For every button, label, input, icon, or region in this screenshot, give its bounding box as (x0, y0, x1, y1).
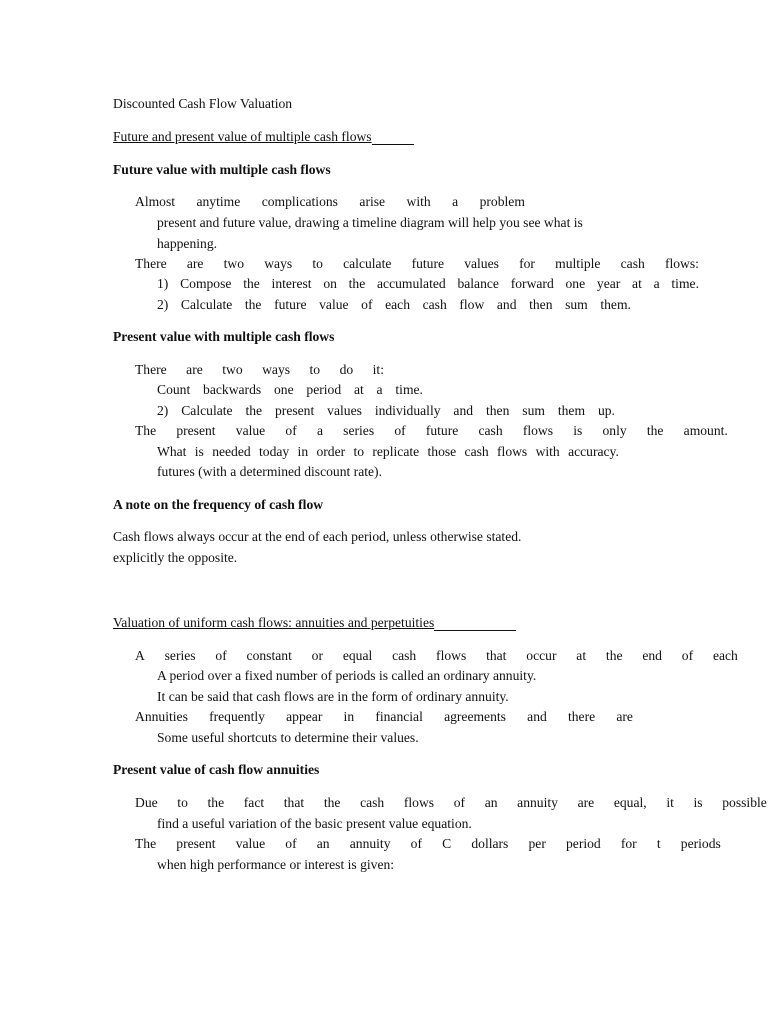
word: and (496, 297, 517, 312)
word: flows (497, 444, 528, 459)
word: are (616, 709, 633, 724)
subheading-present-value: Present value with multiple cash flows (113, 329, 335, 344)
fv-intro-line-2: present and future value, drawing a timeline diagram will help you see what is (157, 215, 583, 230)
word: Due (135, 795, 158, 810)
word: value (319, 297, 349, 312)
pv-annuity-line-4: when high performance or interest is given: (157, 857, 395, 872)
word: frequently (209, 709, 265, 724)
word: a (452, 194, 459, 209)
word: ways (264, 256, 293, 271)
word: amount. (683, 423, 728, 438)
word: to (309, 362, 321, 377)
word: calculate (343, 256, 392, 271)
word: for (519, 256, 535, 271)
word: needed (212, 444, 251, 459)
fv-intro-line-3: happening. (157, 236, 218, 251)
note-line-1: Cash flows always occur at the end of each period, unless otherwise stated. (113, 529, 522, 544)
word: The (135, 423, 157, 438)
word: future (274, 297, 307, 312)
word: them (557, 403, 586, 418)
word: flow (459, 297, 485, 312)
word: to (177, 795, 188, 810)
word: period (306, 382, 342, 397)
word: to (353, 444, 365, 459)
heading-underline-rule (372, 144, 414, 145)
word: the (646, 423, 664, 438)
word: cash (422, 297, 447, 312)
word: of (410, 836, 422, 851)
annuity-line-3: It can be said that cash flows are in the form of ordinary annuity. (157, 689, 509, 704)
word: period (565, 836, 601, 851)
word: is (573, 423, 583, 438)
word: 1) (157, 276, 169, 291)
word: are (186, 362, 203, 377)
word: is (693, 795, 703, 810)
section-heading-multiple-cash-flows (113, 130, 768, 144)
word: of (453, 795, 466, 810)
word: today (259, 444, 290, 459)
word: of (394, 423, 406, 438)
word: each (385, 297, 410, 312)
word: Annuities (135, 709, 188, 724)
word: There (135, 362, 167, 377)
word: A (135, 648, 145, 663)
word: for (620, 836, 637, 851)
word: future (425, 423, 459, 438)
section-heading-text: Future and present value of multiple cash flows (113, 129, 372, 144)
word: year (596, 276, 621, 291)
word: the (245, 403, 263, 418)
word: cash (464, 444, 489, 459)
section-heading-text: Valuation of uniform cash flows: annuities and perpetuities (113, 615, 435, 630)
word: a (316, 423, 323, 438)
word: the (243, 276, 260, 291)
pv-definition-line-2 (157, 445, 619, 459)
word: do (339, 362, 354, 377)
word: in (297, 444, 309, 459)
word: are (186, 256, 204, 271)
word: present (176, 423, 216, 438)
word: balance (457, 276, 499, 291)
word: per (528, 836, 546, 851)
word: forward (510, 276, 554, 291)
annuity-line-4 (135, 710, 633, 724)
word: at (576, 648, 587, 663)
word: it: (372, 362, 384, 377)
word: time. (671, 276, 699, 291)
word: that (486, 648, 507, 663)
word: occur (526, 648, 557, 663)
word: C (442, 836, 452, 851)
word: are (577, 795, 595, 810)
subheading-pv-annuities: Present value of cash flow annuities (113, 762, 320, 777)
word: then (529, 297, 553, 312)
word: equal (342, 648, 373, 663)
word: at (353, 382, 364, 397)
subheading-frequency-note: A note on the frequency of cash flow (113, 497, 324, 512)
word: with (406, 194, 431, 209)
word: the (605, 648, 623, 663)
word: the (323, 795, 341, 810)
document-title: Discounted Cash Flow Valuation (113, 96, 293, 111)
word: cash (620, 256, 645, 271)
pv-definition-line-1 (135, 424, 728, 438)
word: and (527, 709, 547, 724)
word: and (453, 403, 474, 418)
word: equal, (613, 795, 647, 810)
word: the (207, 795, 225, 810)
word: present (275, 403, 315, 418)
word: appear (286, 709, 323, 724)
word: on (323, 276, 337, 291)
word: The (135, 836, 157, 851)
word: fact (243, 795, 265, 810)
fv-way-2 (157, 298, 631, 312)
word: it (666, 795, 674, 810)
word: flows (522, 423, 554, 438)
word: to (312, 256, 323, 271)
word: accuracy. (568, 444, 619, 459)
word: annuity (517, 795, 558, 810)
word: multiple (555, 256, 601, 271)
word: of (361, 297, 373, 312)
word: flows: (664, 256, 699, 271)
word: each (712, 648, 738, 663)
pv-annuity-line-2: find a useful variation of the basic present value equation. (157, 816, 472, 831)
word: an (316, 836, 330, 851)
word: problem (479, 194, 525, 209)
word: of (285, 836, 297, 851)
word: agreements (444, 709, 506, 724)
pv-annuity-line-1 (135, 796, 767, 810)
word: periods (680, 836, 721, 851)
word: two (223, 256, 245, 271)
word: backwards (203, 382, 262, 397)
word: two (222, 362, 243, 377)
pv-ways-line (135, 363, 384, 377)
word: cash (478, 423, 503, 438)
word: only (602, 423, 627, 438)
word: value (235, 423, 266, 438)
word: 2) (157, 297, 169, 312)
pv-definition-line-3: futures (with a determined discount rate). (157, 464, 382, 479)
subheading-future-value: Future value with multiple cash flows (113, 162, 331, 177)
word: flows (436, 648, 467, 663)
word: Calculate (181, 403, 233, 418)
word: present (176, 836, 216, 851)
word: values (327, 403, 362, 418)
word: one (565, 276, 586, 291)
word: of (681, 648, 694, 663)
word: t (656, 836, 661, 851)
word: ways (262, 362, 291, 377)
word: time. (395, 382, 423, 397)
pv-way-2 (157, 404, 615, 418)
word: series (164, 648, 196, 663)
word: constant (246, 648, 292, 663)
word: a (653, 276, 660, 291)
word: series (343, 423, 375, 438)
word: interest (271, 276, 312, 291)
fv-intro-line-1 (135, 195, 525, 209)
word: order (316, 444, 346, 459)
word: annuity (349, 836, 391, 851)
word: Count (157, 382, 191, 397)
word: the (244, 297, 262, 312)
word: accumulated (377, 276, 446, 291)
word: one (273, 382, 294, 397)
word: of (285, 423, 297, 438)
word: in (343, 709, 355, 724)
word: is (194, 444, 204, 459)
word: those (427, 444, 457, 459)
annuity-line-5: Some useful shortcuts to determine their values. (157, 730, 419, 745)
word: sum (565, 297, 588, 312)
word: up. (597, 403, 615, 418)
word: at (632, 276, 642, 291)
word: individually (374, 403, 441, 418)
word: a (376, 382, 383, 397)
word: value (235, 836, 266, 851)
word: them. (600, 297, 631, 312)
word: Calculate (180, 297, 233, 312)
word: cash (360, 795, 385, 810)
pv-way-1 (157, 383, 423, 397)
heading-underline-rule (434, 630, 516, 631)
word: cash (392, 648, 417, 663)
word: 2) (157, 403, 169, 418)
word: arise (359, 194, 386, 209)
word: sum (522, 403, 545, 418)
word: possible (722, 795, 767, 810)
word: or (311, 648, 323, 663)
word: the (348, 276, 366, 291)
word: there (567, 709, 596, 724)
word: flows (403, 795, 435, 810)
word: anytime (196, 194, 241, 209)
word: an (484, 795, 498, 810)
word: dollars (471, 836, 509, 851)
word: What (157, 444, 187, 459)
word: values (464, 256, 499, 271)
word: end (642, 648, 662, 663)
word: Almost (135, 194, 176, 209)
word: complications (261, 194, 338, 209)
note-line-2: explicitly the opposite. (113, 550, 238, 565)
fv-ways-line (135, 257, 699, 271)
word: then (485, 403, 510, 418)
word: Compose (180, 276, 232, 291)
word: replicate (372, 444, 420, 459)
word: that (283, 795, 305, 810)
word: with (535, 444, 560, 459)
word: of (215, 648, 227, 663)
word: financial (375, 709, 423, 724)
pv-annuity-line-3 (135, 837, 721, 851)
annuity-line-2: A period over a fixed number of periods is called an ordinary annuity. (157, 668, 537, 683)
annuity-line-1 (135, 649, 738, 663)
fv-way-1 (157, 277, 699, 291)
word: future (411, 256, 445, 271)
word: There (135, 256, 167, 271)
section-heading-annuities (113, 616, 768, 630)
